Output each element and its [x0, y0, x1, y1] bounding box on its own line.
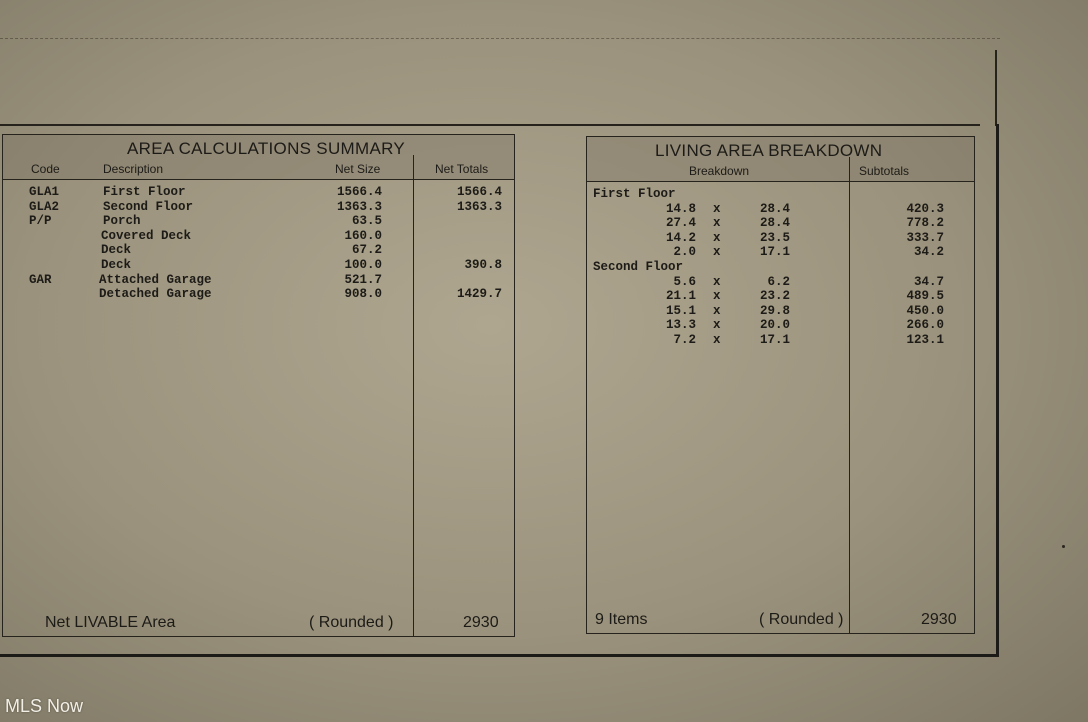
row-description: Deck: [101, 257, 132, 272]
table-row: [3, 214, 514, 229]
section-row-first-floor: [587, 187, 974, 202]
row-net-size: 100.0: [344, 257, 382, 272]
area-summary-title: AREA CALCULATIONS SUMMARY: [127, 139, 405, 158]
net-livable-area-total: 2930: [463, 614, 499, 631]
section-row-second-floor: [587, 260, 974, 275]
multiply-sign: x: [713, 216, 721, 231]
dimension-b: 17.1: [759, 245, 790, 260]
table-row: [3, 287, 514, 302]
dimension-b: 28.4: [759, 201, 790, 216]
row-code: GLA1: [29, 185, 60, 199]
row-description: Porch: [103, 214, 141, 229]
living-area-total: 2930: [921, 611, 957, 628]
row-code: GAR: [29, 272, 52, 287]
row-net-total: 1429.7: [456, 287, 502, 302]
section-label: First Floor: [593, 187, 676, 201]
dimension-a: 15.1: [665, 303, 696, 318]
row-net-size: 160.0: [344, 228, 382, 243]
dimension-b: 29.8: [759, 303, 790, 318]
area-summary-rounded-label: ( Rounded ): [309, 614, 394, 631]
row-subtotal: 778.2: [906, 216, 944, 231]
table-row: [587, 333, 974, 348]
item-count-label: 9 Items: [595, 611, 648, 628]
column-header-subtotals: Subtotals: [859, 164, 910, 178]
row-net-size: 521.7: [344, 272, 382, 287]
dimension-a: 7.2: [673, 332, 696, 347]
mls-now-watermark: MLS Now: [5, 696, 84, 716]
row-description: Covered Deck: [101, 228, 192, 243]
table-row: [3, 243, 514, 258]
dimension-b: 28.4: [759, 216, 790, 231]
multiply-sign: x: [713, 303, 721, 318]
row-net-size: 1566.4: [336, 185, 382, 199]
table-row: [587, 245, 974, 260]
table-row: [587, 289, 974, 304]
dimension-b: 6.2: [767, 274, 790, 289]
area-summary-header: [3, 135, 514, 180]
dimension-a: 14.8: [665, 201, 696, 216]
row-subtotal: 123.1: [906, 332, 944, 347]
table-row: [3, 185, 514, 200]
section-label: Second Floor: [593, 259, 684, 274]
living-area-title: LIVING AREA BREAKDOWN: [655, 141, 883, 160]
table-row: [587, 318, 974, 333]
dimension-a: 27.4: [665, 216, 696, 231]
area-summary-rows: [3, 185, 514, 302]
multiply-sign: x: [713, 274, 721, 289]
row-code: GLA2: [29, 199, 60, 214]
table-row: [587, 202, 974, 217]
row-subtotal: 34.2: [913, 245, 944, 260]
row-description: Second Floor: [103, 199, 194, 214]
row-subtotal: 34.7: [913, 274, 944, 289]
multiply-sign: x: [713, 230, 721, 245]
row-net-total: 1566.4: [456, 185, 502, 199]
row-net-size: 63.5: [351, 214, 382, 229]
row-subtotal: 333.7: [906, 230, 944, 245]
table-row: [3, 229, 514, 244]
living-area-rounded-label: ( Rounded ): [759, 611, 844, 628]
column-header-net-totals: Net Totals: [435, 162, 489, 176]
row-net-total: 1363.3: [456, 199, 502, 214]
row-description: Detached Garage: [99, 287, 212, 302]
row-subtotal: 450.0: [906, 303, 944, 318]
row-net-size: 908.0: [344, 287, 382, 302]
row-description: Deck: [101, 243, 132, 258]
table-row: [3, 200, 514, 215]
column-header-code: Code: [31, 162, 60, 176]
table-row: [587, 231, 974, 246]
column-header-breakdown: Breakdown: [689, 164, 750, 178]
dimension-a: 5.6: [673, 274, 696, 289]
row-subtotal: 420.3: [906, 201, 944, 216]
row-code: P/P: [29, 214, 52, 229]
living-area-header: [587, 137, 974, 182]
multiply-sign: x: [713, 245, 721, 260]
multiply-sign: x: [713, 332, 721, 347]
table-row: [587, 275, 974, 290]
row-description: First Floor: [103, 185, 186, 199]
table-row: [3, 258, 514, 273]
row-net-size: 1363.3: [336, 199, 382, 214]
row-subtotal: 489.5: [906, 289, 944, 304]
dimension-a: 21.1: [665, 289, 696, 304]
multiply-sign: x: [713, 201, 721, 216]
paper-edge-line: [0, 38, 1000, 39]
net-livable-area-label: Net LIVABLE Area: [45, 614, 176, 631]
dimension-a: 13.3: [665, 318, 696, 333]
dimension-b: 17.1: [759, 332, 790, 347]
row-net-size: 67.2: [351, 243, 382, 258]
table-row: [587, 216, 974, 231]
living-area-rows: [587, 187, 974, 348]
dimension-b: 20.0: [759, 318, 790, 333]
row-net-total: 390.8: [464, 257, 502, 272]
dimension-a: 2.0: [673, 245, 696, 260]
dimension-b: 23.5: [759, 230, 790, 245]
row-description: Attached Garage: [99, 272, 212, 287]
area-calculations-summary-panel: [2, 134, 515, 637]
column-header-description: Description: [103, 162, 164, 176]
table-row: [3, 273, 514, 288]
frame-right-border: [995, 50, 997, 126]
dimension-b: 23.2: [759, 289, 790, 304]
row-subtotal: 266.0: [906, 318, 944, 333]
multiply-sign: x: [713, 289, 721, 304]
multiply-sign: x: [713, 318, 721, 333]
table-row: [587, 304, 974, 319]
paper-speck: [1062, 545, 1065, 548]
dimension-a: 14.2: [665, 230, 696, 245]
column-header-net-size: Net Size: [335, 162, 381, 176]
living-area-breakdown-panel: [586, 136, 975, 634]
